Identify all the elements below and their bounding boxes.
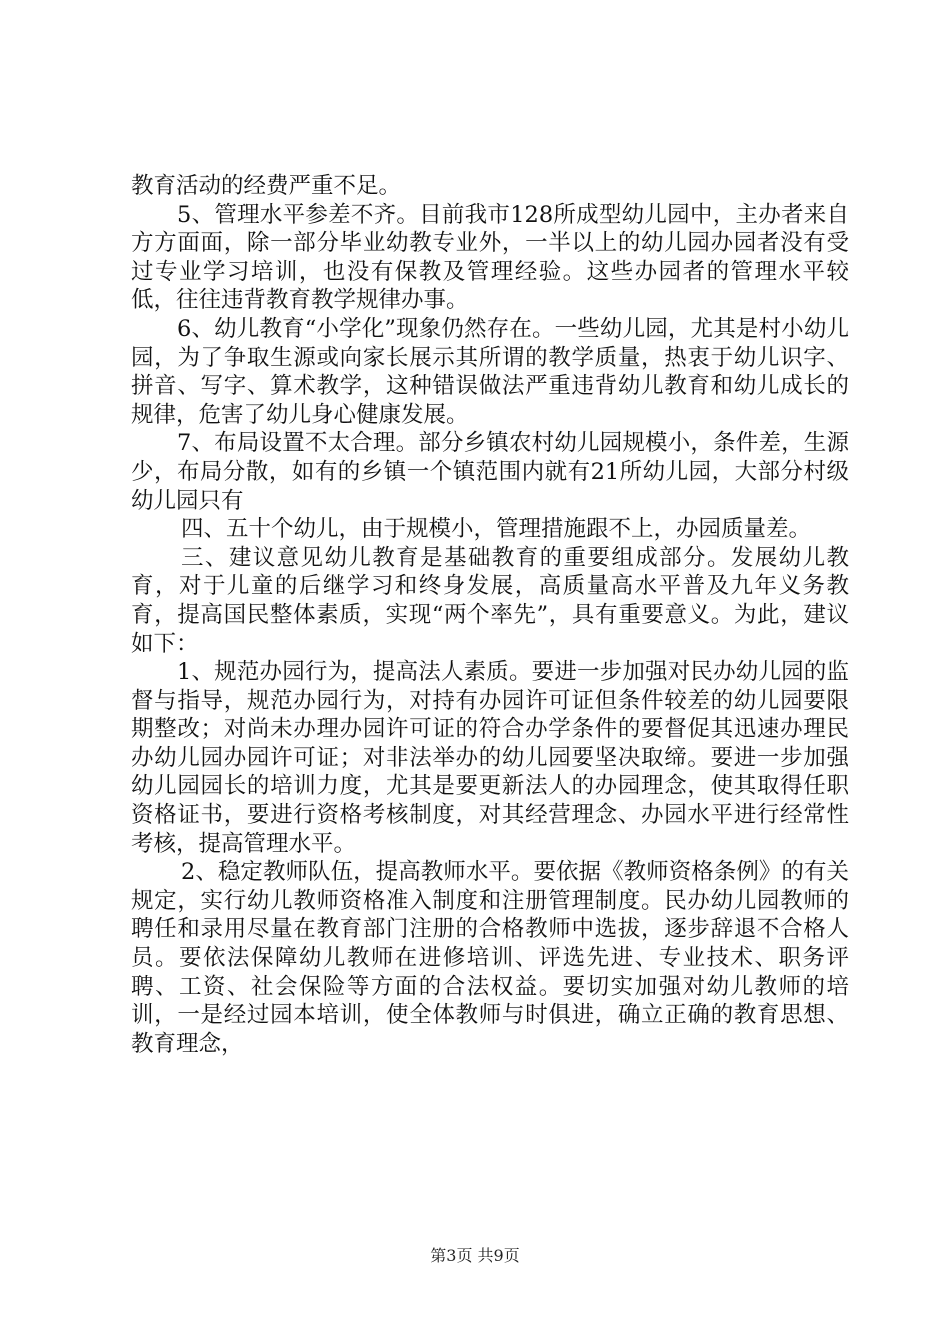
document-body <box>131 172 849 1058</box>
paragraph: 1、规范办园行为，提高法人素质。要进一步加强对民办幼儿园的监督与指导，规范办园行为，对持有办园许可证但条件较差的幼儿园要限期整改；对尚未办理办园许可证的符合办学条件的要督促其迅速办理民办幼儿园办园许可证；对非法举办的幼儿园要坚决取缔。要进一步加强幼儿园园长的培训力度，尤其是要更新法人的办园理念，使其取得任职资格证书，要进行资格考核制度，对其经营理念、办园水平进行经常性考核，提高管理水平。 <box>131 659 849 857</box>
paragraph: 教育活动的经费严重不足。 <box>131 173 402 199</box>
page-footer <box>0 1246 950 1266</box>
paragraph: 三、建议意见幼儿教育是基础教育的重要组成部分。发展幼儿教育，对于儿童的后继学习和终身发展，高质量高水平普及九年义务教育，提高国民整体素质，实现“两个率先”，具有重要意义。为此，建议如下： <box>131 544 849 657</box>
page-number: 第3页 共9页 <box>430 1246 520 1265</box>
paragraph: 2、稳定教师队伍，提高教师水平。要依据《教师资格条例》的有关规定，实行幼儿教师资格准入制度和注册管理制度。民办幼儿园教师的聘任和录用尽量在教育部门注册的合格教师中选拔，逐步辞退不合格人员。要依法保障幼儿教师在进修培训、评选先进、专业技术、职务评聘、工资、社会保险等方面的合法权益。要切实加强对幼儿教师的培训，一是经过园本培训，使全体教师与时俱进，确立正确的教育思想、教育理念， <box>131 859 849 1057</box>
paragraph: 四、五十个幼儿，由于规模小，管理措施跟不上，办园质量差。 <box>181 516 812 543</box>
paragraph: 6、幼儿教育“小学化”现象仍然存在。一些幼儿园，尤其是村小幼儿园，为了争取生源或向家长展示其所谓的教学质量，热衷于幼儿识字、拼音、写字、算术教学，这种错误做法严重违背幼儿教育和幼儿成长的规律，危害了幼儿身心健康发展。 <box>131 315 849 428</box>
paragraph: 5、管理水平参差不齐。目前我市128所成型幼儿园中，主办者来自方方面面，除一部分毕业幼教专业外，一半以上的幼儿园办园者没有受过专业学习培训，也没有保教及管理经验。这些办园者的管理水平较低，往往违背教育教学规律办事。 <box>131 201 849 314</box>
paragraph: 7、布局设置不太合理。部分乡镇农村幼儿园规模小，条件差，生源少，布局分散，如有的乡镇一个镇范围内就有21所幼儿园，大部分村级幼儿园只有 <box>131 430 849 514</box>
